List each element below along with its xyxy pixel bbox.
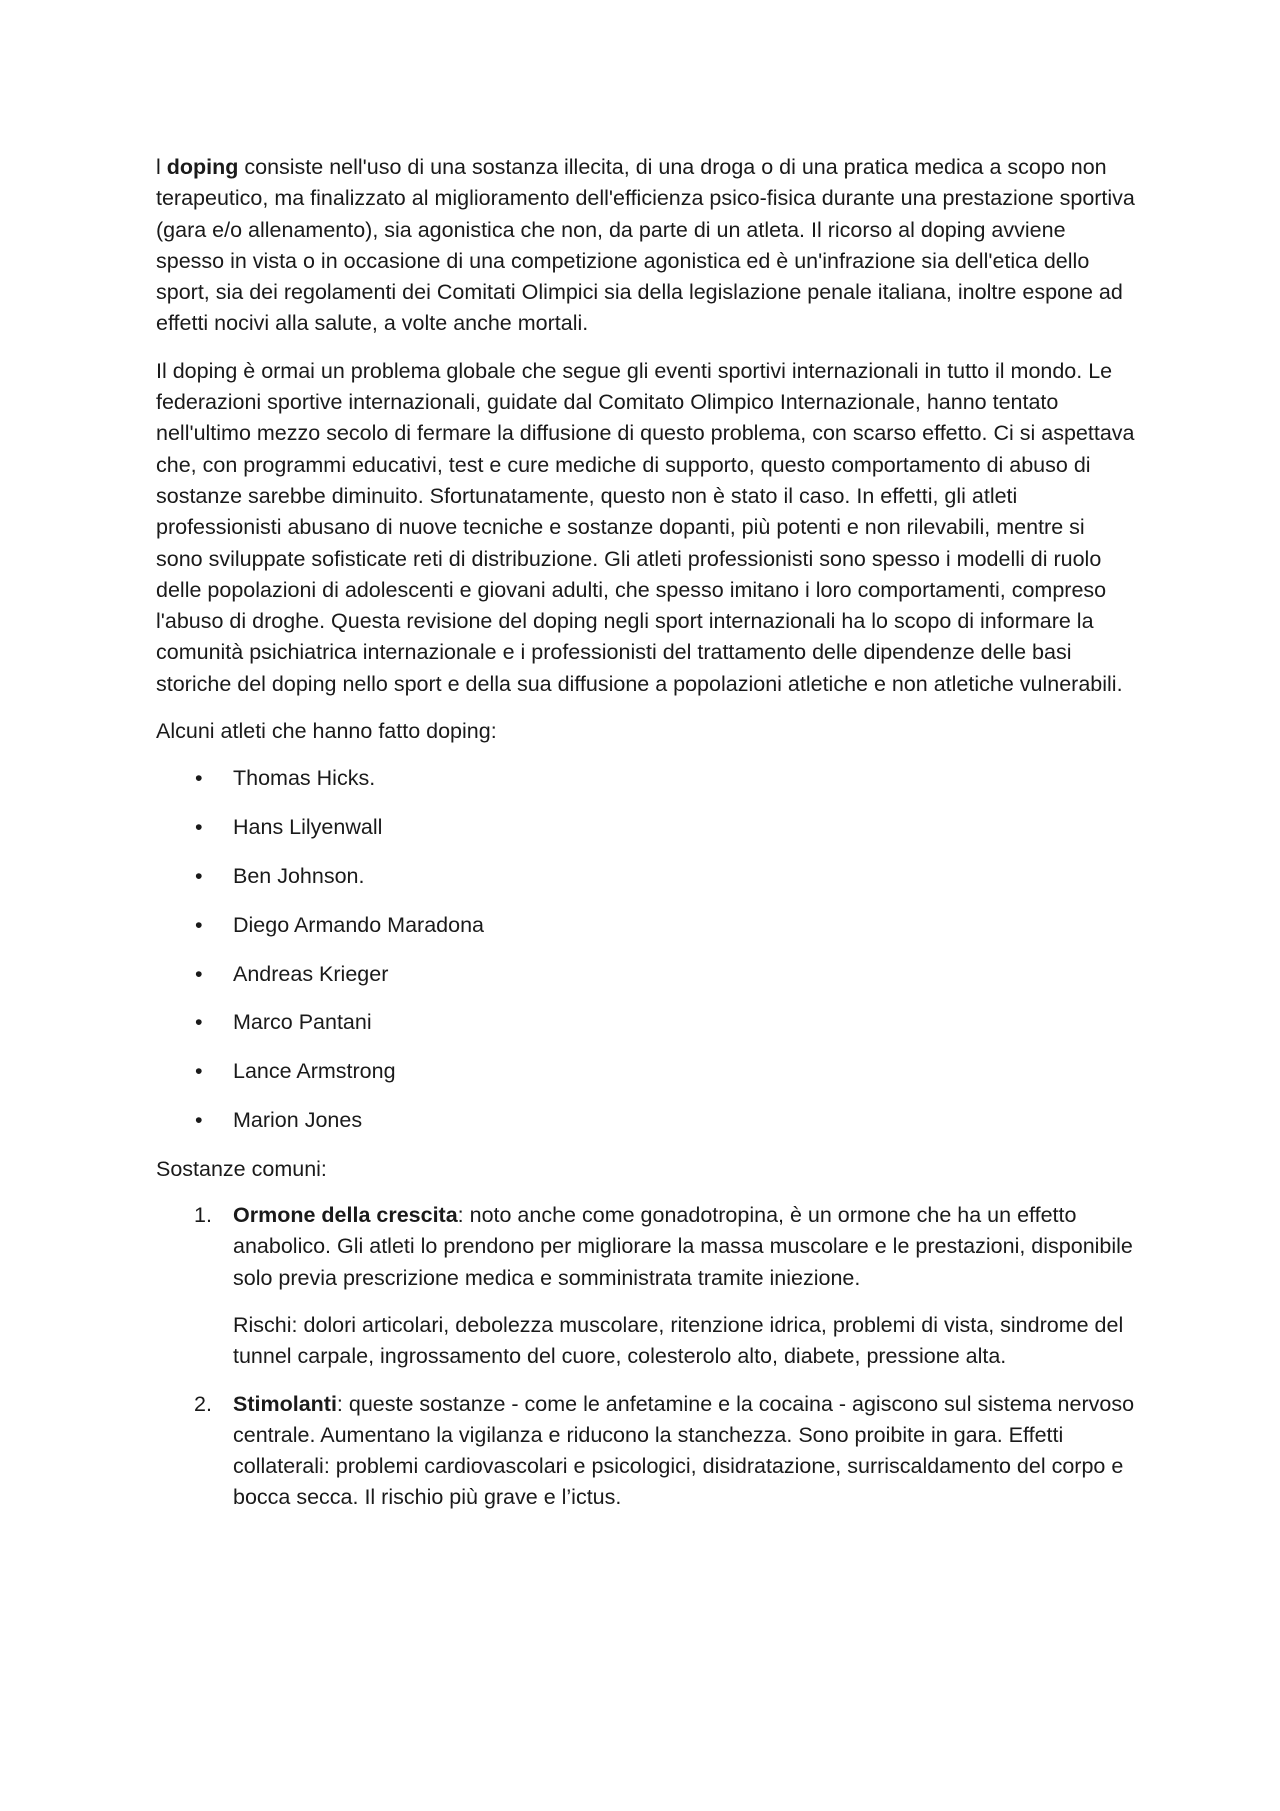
list-item (156, 763, 1136, 794)
substance-text: : queste sostanze - come le anfetamine e la cocaina - agiscono sul sistema nervoso centrale. Aumentano la vigilanza e riducono la stanchezza. Sono proibite in gara. Effetti collaterali: problemi cardiovascolari e psicologici, disidratazione, surriscaldamento del corpo e bocca secca. Il rischio più grave e l’ictus. (233, 1391, 1135, 1510)
bullet-icon: • (195, 1059, 203, 1084)
list-item (156, 959, 1136, 990)
athlete-name: Ben Johnson. (233, 863, 365, 888)
athletes-list (156, 763, 1136, 1136)
substances-list-title: Sostanze comuni: (156, 1156, 327, 1181)
athletes-list-title: Alcuni atleti che hanno fatto doping: (156, 719, 497, 744)
list-item (156, 1105, 1136, 1136)
athlete-name: Diego Armando Maradona (233, 912, 484, 937)
substance-risks: Rischi: dolori articolari, debolezza muscolare, ritenzione idrica, problemi di vista, sindrome del tunnel carpale, ingrossamento del cuore, colesterolo alto, diabete, pressione alta. (233, 1312, 1124, 1369)
doping-term: doping (166, 155, 239, 179)
substance-term: Stimolanti (233, 1391, 337, 1416)
athlete-name: Hans Lilyenwall (233, 815, 383, 840)
athlete-name: Lance Armstrong (233, 1059, 396, 1084)
athlete-name: Marion Jones (233, 1107, 363, 1132)
bullet-icon: • (195, 1107, 203, 1132)
substance-description (233, 1389, 1136, 1514)
intro-lead: l (156, 155, 167, 179)
bullet-icon: • (195, 912, 203, 937)
substance-item-stimulants (156, 1389, 1136, 1514)
substance-item-growth-hormone (156, 1200, 1136, 1372)
bullet-icon: • (195, 863, 203, 888)
item-number: 2. (194, 1391, 212, 1416)
item-number: 1. (194, 1203, 212, 1228)
list-item (156, 861, 1136, 892)
list-item (156, 1007, 1136, 1038)
substance-description (233, 1200, 1136, 1294)
substance-term: Ormone della crescita (233, 1203, 458, 1228)
athlete-name: Andreas Krieger (233, 961, 389, 986)
intro-paragraph-2: Il doping è ormai un problema globale che segue gli eventi sportivi internazionali in tutto il mondo. Le federazioni sportive internazionali, guidate dal Comitato Olimpico Internazionale, hanno tentato nell'ultimo mezzo secolo di fermare la diffusione di questo problema, con scarso effetto. Ci si aspettava che, con programmi educativi, test e cure mediche di supporto, questo comportamento di abuso di sostanze sarebbe diminuito. Sfortunatamente, questo non è stato il caso. In effetti, gli atleti professionisti abusano di nuove tecniche e sostanze dopanti, più potenti e non rilevabili, mentre si sono sviluppate sofisticate reti di distribuzione. Gli atleti professionisti sono spesso i modelli di ruolo delle popolazioni di adolescenti e giovani adulti, che spesso imitano i loro comportamenti, compreso l'abuso di droghe. Questa revisione del doping negli sport internazionali ha lo scopo di informare la comunità psichiatrica internazionale e i professionisti del trattamento delle dipendenze delle basi storiche del doping nello sport e della sua diffusione a popolazioni atletiche e non atletiche vulnerabili. (156, 358, 1135, 696)
athlete-name: Thomas Hicks. (233, 766, 376, 791)
bullet-icon: • (195, 961, 203, 986)
bullet-icon: • (195, 766, 203, 791)
substances-list (156, 1200, 1136, 1514)
list-item (156, 1056, 1136, 1087)
document-page (156, 152, 1136, 1530)
intro-paragraph-1 (156, 152, 1136, 340)
bullet-icon: • (195, 1010, 203, 1035)
list-item (156, 812, 1136, 843)
athlete-name: Marco Pantani (233, 1010, 372, 1035)
bullet-icon: • (195, 815, 203, 840)
substance-text: : noto anche come gonadotropina, è un ormone che ha un effetto anabolico. Gli atleti lo prendono per migliorare la massa muscolare e le prestazioni, disponibile solo previa prescrizione medica e somministrata tramite iniezione. (233, 1203, 1133, 1290)
intro-paragraph-1-text: consiste nell'uso di una sostanza illecita, di una droga o di una pratica medica a scopo non terapeutico, ma finalizzato al miglioramento dell'efficienza psico-fisica durante una prestazione sportiva (gara e/o allenamento), sia agonistica che non, da parte di un atleta. Il ricorso al doping avviene spesso in vista o in occasione di una competizione agonistica ed è un'infrazione sia dell'etica dello sport, sia dei regolamenti dei Comitati Olimpici sia della legislazione penale italiana, inoltre espone ad effetti nocivi alla salute, a volte anche mortali. (156, 155, 1135, 336)
list-item (156, 910, 1136, 941)
